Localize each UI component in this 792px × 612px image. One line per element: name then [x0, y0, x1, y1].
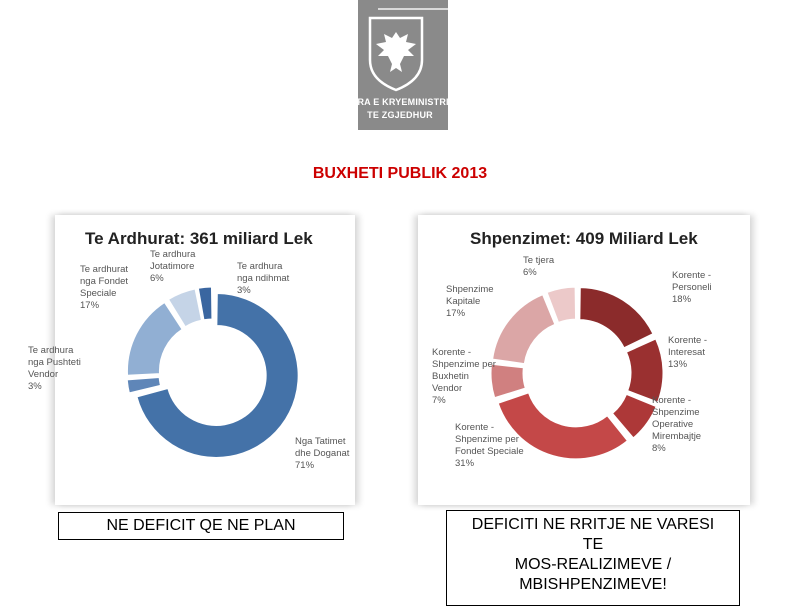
- deficit-growth-box: DEFICITI NE RRITJE NE VARESI TE MOS-REALIZIMEVE / MBISHPENZIMEVE!: [446, 510, 740, 606]
- revenue-slice-1: [127, 377, 160, 392]
- office-name-line2: TE ZGJEDHUR: [367, 110, 433, 120]
- revenue-chart-title: Te Ardhurat: 361 miliard Lek: [85, 229, 313, 248]
- expenditure-chart-title: Shpenzimet: 409 Miliard Lek: [470, 229, 698, 248]
- expenditure-slice-5: [493, 295, 555, 364]
- expenditure-slice-0: [580, 288, 653, 348]
- header-divider: [378, 8, 448, 10]
- albanian-eagle-icon: [366, 14, 426, 92]
- revenue-slice-2: [127, 303, 182, 376]
- revenue-label-ndihmat: Te ardhura nga ndihmat 3%: [237, 261, 290, 296]
- expense-label-buxheti: Korente - Shpenzime per Buxhetin Vendor 7%: [432, 347, 496, 406]
- office-name: [330, 96, 470, 122]
- deficit-plan-box: NE DEFICIT QE NE PLAN: [58, 512, 344, 540]
- expense-label-operative: Korente - Shpenzime Operative Mirembajtje 8%: [652, 395, 702, 454]
- expense-label-fondet: Korente - Shpenzime per Fondet Speciale 31%: [455, 422, 524, 469]
- expense-label-interesat: Korente - Interesat 13%: [668, 335, 708, 370]
- revenue-donut-chart: [118, 278, 308, 468]
- expenditure-slice-1: [627, 339, 663, 402]
- office-name-line1: ZYRA E KRYEMINISTRIT: [345, 97, 455, 107]
- expense-label-personeli: Korente - Personeli 18%: [672, 270, 712, 305]
- expense-label-te-tjera: Te tjera 6%: [523, 255, 555, 278]
- page-title: BUXHETI PUBLIK 2013: [312, 165, 488, 182]
- revenue-label-pushteti: Te ardhura nga Pushteti Vendor 3%: [28, 345, 81, 392]
- revenue-label-jotatimore: Te ardhura Jotatimore 6%: [150, 249, 196, 284]
- revenue-label-fondet: Te ardhurat nga Fondet Speciale 17%: [80, 264, 129, 311]
- revenue-label-tatimet: Nga Tatimet dhe Doganat 71%: [295, 436, 350, 471]
- expenditure-slice-4: [491, 364, 525, 397]
- expense-label-kapitale: Shpenzime Kapitale 17%: [446, 284, 494, 319]
